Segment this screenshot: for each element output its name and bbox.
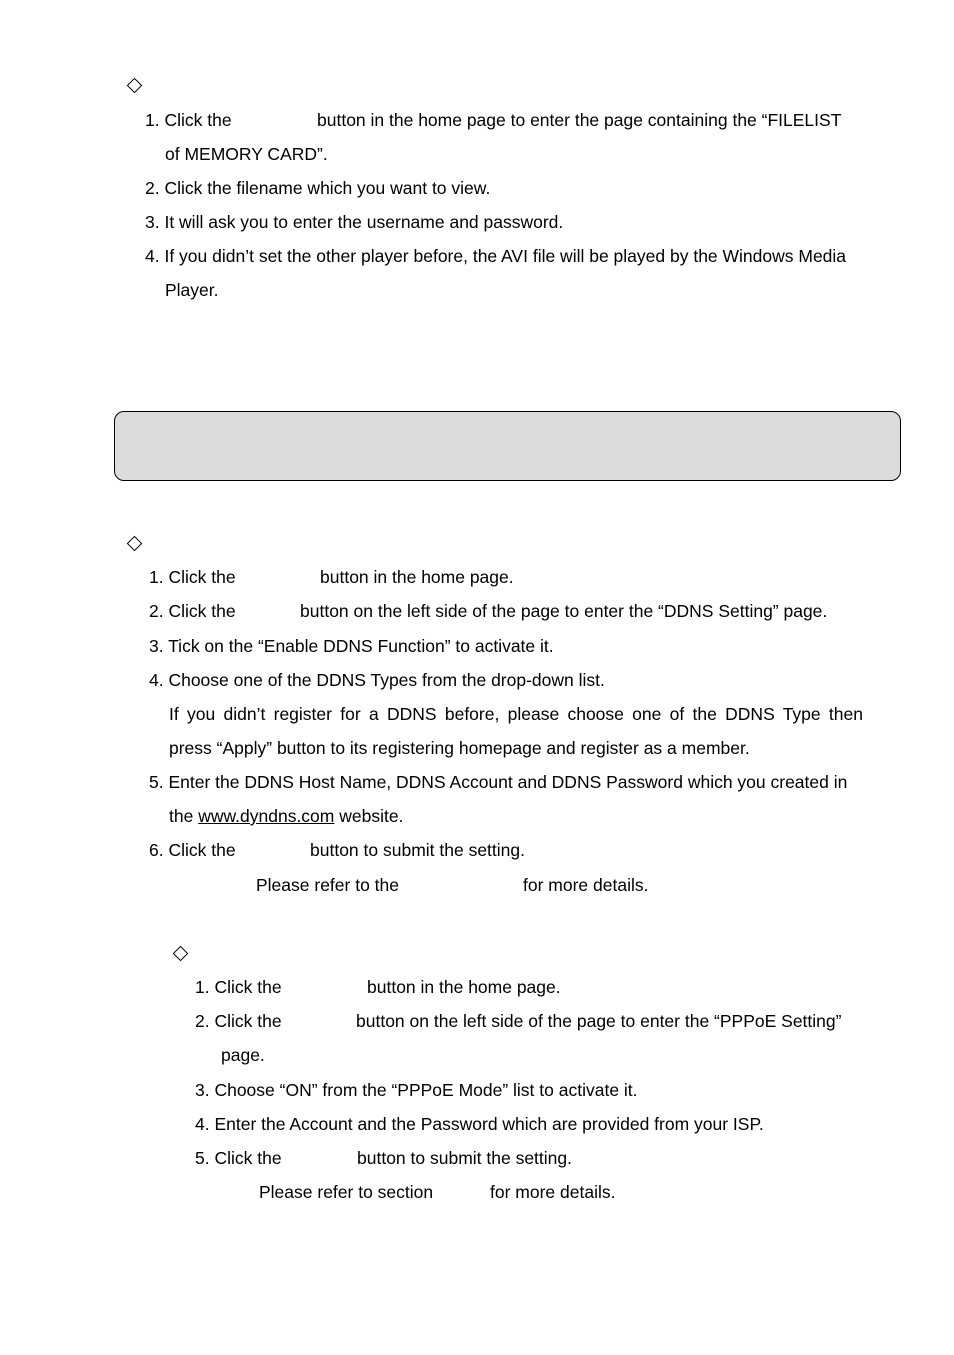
step-2-text: 2. Click the filename which you want to view.: [145, 178, 491, 198]
diamond-bullet-icon: [173, 946, 189, 962]
step-5-suffix: button to submit the setting.: [357, 1148, 572, 1168]
step-5-cont-prefix: the: [169, 806, 194, 826]
step-5-continuation: [169, 806, 403, 826]
note-prefix: Please refer to section: [259, 1182, 434, 1202]
step-4-note-line-1: If you didn’t register for a DDNS before, please choose one of the DDNS Type then: [169, 704, 863, 724]
step-3-text: 3. Choose “ON” from the “PPPoE Mode” list to activate it.: [195, 1080, 638, 1100]
step-5-cont-suffix: website.: [339, 806, 404, 826]
step-2-suffix: button on the left side of the page to enter the “PPPoE Setting”: [356, 1011, 842, 1031]
step-4-text: 4. Choose one of the DDNS Types from the drop-down list.: [149, 670, 605, 690]
diamond-bullet-icon: [127, 78, 143, 94]
step-1-prefix: 1. Click the: [195, 977, 282, 997]
step-1-suffix: button in the home page to enter the page containing the “FILELIST: [317, 110, 842, 130]
step-2-prefix: 2. Click the: [149, 601, 236, 621]
step-2-prefix: 2. Click the: [195, 1011, 282, 1031]
step-2-continuation: page.: [221, 1045, 265, 1065]
step-2-suffix: button on the left side of the page to enter the “DDNS Setting” page.: [300, 601, 828, 621]
step-6-suffix: button to submit the setting.: [310, 840, 525, 860]
step-6-prefix: 6. Click the: [149, 840, 236, 860]
step-3-text: 3. Tick on the “Enable DDNS Function” to activate it.: [149, 636, 554, 656]
section-heading-banner: [114, 411, 901, 481]
step-4-text: 4. Enter the Account and the Password which are provided from your ISP.: [195, 1114, 764, 1134]
note-suffix: for more details.: [490, 1182, 616, 1202]
step-3-text: 3. It will ask you to enter the username and password.: [145, 212, 564, 232]
diamond-bullet-icon: [127, 536, 143, 552]
step-4-note-line-2: press “Apply” button to its registering homepage and register as a member.: [169, 738, 750, 758]
step-1-prefix: 1. Click the: [149, 567, 236, 587]
note-prefix: Please refer to the: [256, 875, 399, 895]
note-suffix: for more details.: [523, 875, 649, 895]
step-1-suffix: button in the home page.: [320, 567, 514, 587]
step-1-continuation: of MEMORY CARD”.: [165, 144, 328, 164]
step-4-text: 4. If you didn’t set the other player before, the AVI file will be played by the Windows Media: [145, 246, 847, 266]
step-4-continuation: Player.: [165, 280, 219, 300]
dyndns-link[interactable]: www.dyndns.com: [198, 806, 335, 826]
step-5-prefix: 5. Click the: [195, 1148, 282, 1168]
step-5-text: 5. Enter the DDNS Host Name, DDNS Account and DDNS Password which you created in: [149, 772, 848, 792]
step-1-suffix: button in the home page.: [367, 977, 561, 997]
step-1-prefix: 1. Click the: [145, 110, 232, 130]
